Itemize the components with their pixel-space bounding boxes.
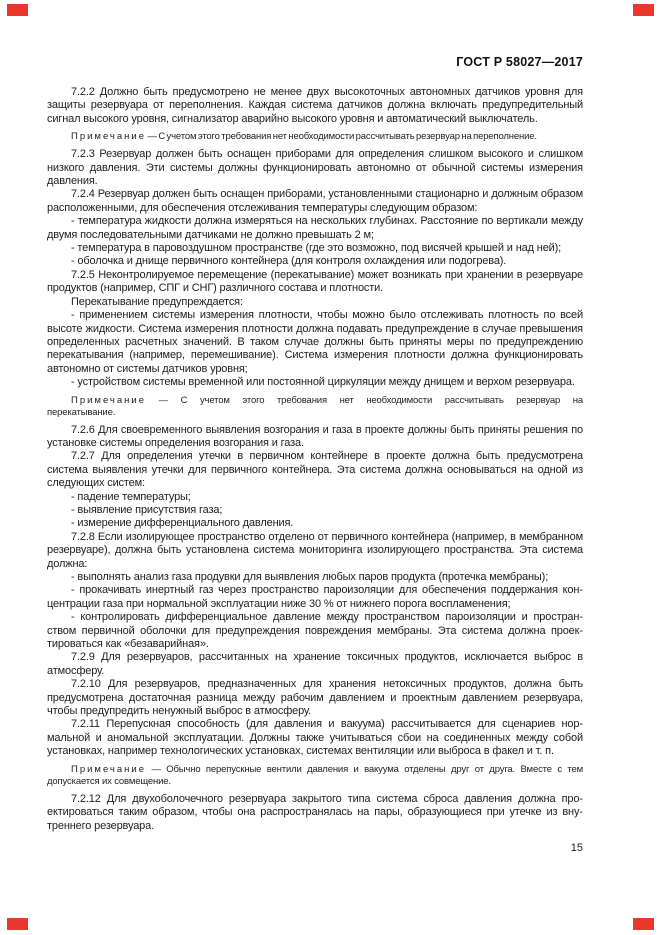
paragraph-7-2-8: 7.2.8 Если изолирующее пространство отделено от первичного контейнера (например, в мембранном резервуаре), должна быть установлена система мониторинга изолирующего пространства. Эта система должна: [47, 530, 583, 570]
page-number: 15 [570, 842, 583, 854]
paragraph-7-2-2: 7.2.2 Должно быть предусмотрено не менее двух высокоточных автономных датчиков уровня для защиты резервуара от переполнения. Каждая система датчиков должна включать предупредительный сигнал высокого уровня, сигнализатор аварийно высокого уровня и автоматический выключатель. [47, 86, 583, 125]
note-label: Примечание [71, 131, 146, 143]
list-item: - выявление присутствия газа; [71, 503, 223, 516]
corner-mark-bottom-right-icon [633, 918, 654, 930]
corner-mark-top-left-icon [7, 4, 28, 16]
note-text: — С учетом этого требования нет необходимости рассчитывать резервуар на переполнение. [146, 131, 537, 143]
note-text: — Обычно перепускные вентили давления и вакуума отделены друг от друга. Вместе с тем допускается их совмещение. [47, 763, 583, 787]
note-paragraph [47, 131, 583, 143]
list-item: - измерение дифференциального давления. [71, 517, 294, 530]
list-item: - устройством системы временной или постоянной циркуляции между днищем и верхом резервуара. [71, 376, 575, 389]
note-text: — С учетом этого требования нет необходимости рассчитывать резервуар на перекатывание. [47, 394, 583, 418]
list-item: - оболочка и днище первичного контейнера (для контроля охлаждения или подогрева). [71, 255, 507, 268]
list-item: - прокачивать инертный газ через пространство пароизоляции для обеспечения поддержания концентрации газа при нормальной эксплуатации ниже 30 % от нижнего порога воспламенения; [47, 584, 583, 610]
note-paragraph [47, 764, 583, 788]
list-item: - температура в паровоздушном пространстве (где это возможно, под висячей крышей и над ней); [71, 242, 562, 255]
note-label: Примечание [71, 394, 146, 406]
list-item: - применением системы измерения плотности, чтобы можно было отслеживать плотность по всей высоте жидкости. Система измерения плотности должна подавать предупреждение в случае превышения определенных расчетных значений. В таком случае должны быть приняты меры по предупреждению перекатывания (например, перемешивание). Система измерения плотности должна функционировать автономно от системы датчиков уровня; [47, 309, 583, 375]
paragraph-7-2-9: 7.2.9 Для резервуаров, рассчитанных на хранение токсичных продуктов, исключается выброс в атмосферу. [47, 651, 583, 677]
list-item: - падение температуры; [71, 490, 191, 503]
paragraph-7-2-10: 7.2.10 Для резервуаров, предназначенных для хранения нетоксичных продуктов, должна быть предусмотрена достаточная разница между рабочим давлением и проектным давлением резервуара, чтобы предупредить ненужный выброс в атмосферу. [47, 678, 583, 718]
note-paragraph [47, 395, 583, 419]
paragraph-7-2-11: 7.2.11 Перепускная способность (для давления и вакуума) рассчитывается для сценариев нормальной и аномальной эксплуатации. Должны также учитываться сбои на соединенных между собой установках, например технологических установках, системах вентиляции или выброса в факел и т. п. [47, 718, 583, 758]
corner-mark-bottom-left-icon [7, 918, 28, 930]
document-header: ГОСТ Р 58027—2017 [456, 55, 583, 69]
list-item: - контролировать дифференциальное давление между пространством пароизоляции и пространством первичной оболочки для предупреждения повреждения мембраны. Эта система должна проектироваться как «безаварийная». [47, 611, 583, 651]
paragraph-7-2-7: 7.2.7 Для определения утечки в первичном контейнере в проекте должна быть предусмотрена система выявления утечки для первичного контейнера. Эта система должна основываться на одной из следующих систем: [47, 450, 583, 490]
list-item: - температура жидкости должна измеряться на нескольких глубинах. Расстояние по вертикали между двумя последовательными датчиками не должно превышать 2 м; [47, 215, 583, 241]
document-content [47, 86, 583, 833]
paragraph-7-2-5: 7.2.5 Неконтролируемое перемещение (перекатывание) может возникать при хранении в резервуаре продуктов (например, СПГ и СНГ) различного состава и плотности. [47, 268, 583, 295]
paragraph-7-2-4: 7.2.4 Резервуар должен быть оснащен приборами, установленными стационарно и должным образом расположенными, для обеспечения отслеживания температуры следующим образом: [47, 188, 583, 214]
corner-mark-top-right-icon [633, 4, 654, 16]
paragraph: Перекатывание предупреждается: [71, 295, 243, 308]
paragraph-7-2-12: 7.2.12 Для двухоболочечного резервуара закрытого типа система сброса давления должна проектироваться таким образом, чтобы она распространялась на пары, образующиеся при утечке из внутреннего резервуара. [47, 792, 583, 832]
note-label: Примечание [71, 763, 146, 775]
paragraph-7-2-3: 7.2.3 Резервуар должен быть оснащен приборами для определения слишком высокого и слишком низкого давления. Эти системы должны функционировать автономно от обычной системы измерения давления. [47, 148, 583, 188]
paragraph-7-2-6: 7.2.6 Для своевременного выявления возгорания и газа в проекте должны быть приняты решения по установке системы определения возгорания и газа. [47, 423, 583, 449]
list-item: - выполнять анализ газа продувки для выявления любых паров продукта (протечка мембраны); [71, 571, 549, 583]
